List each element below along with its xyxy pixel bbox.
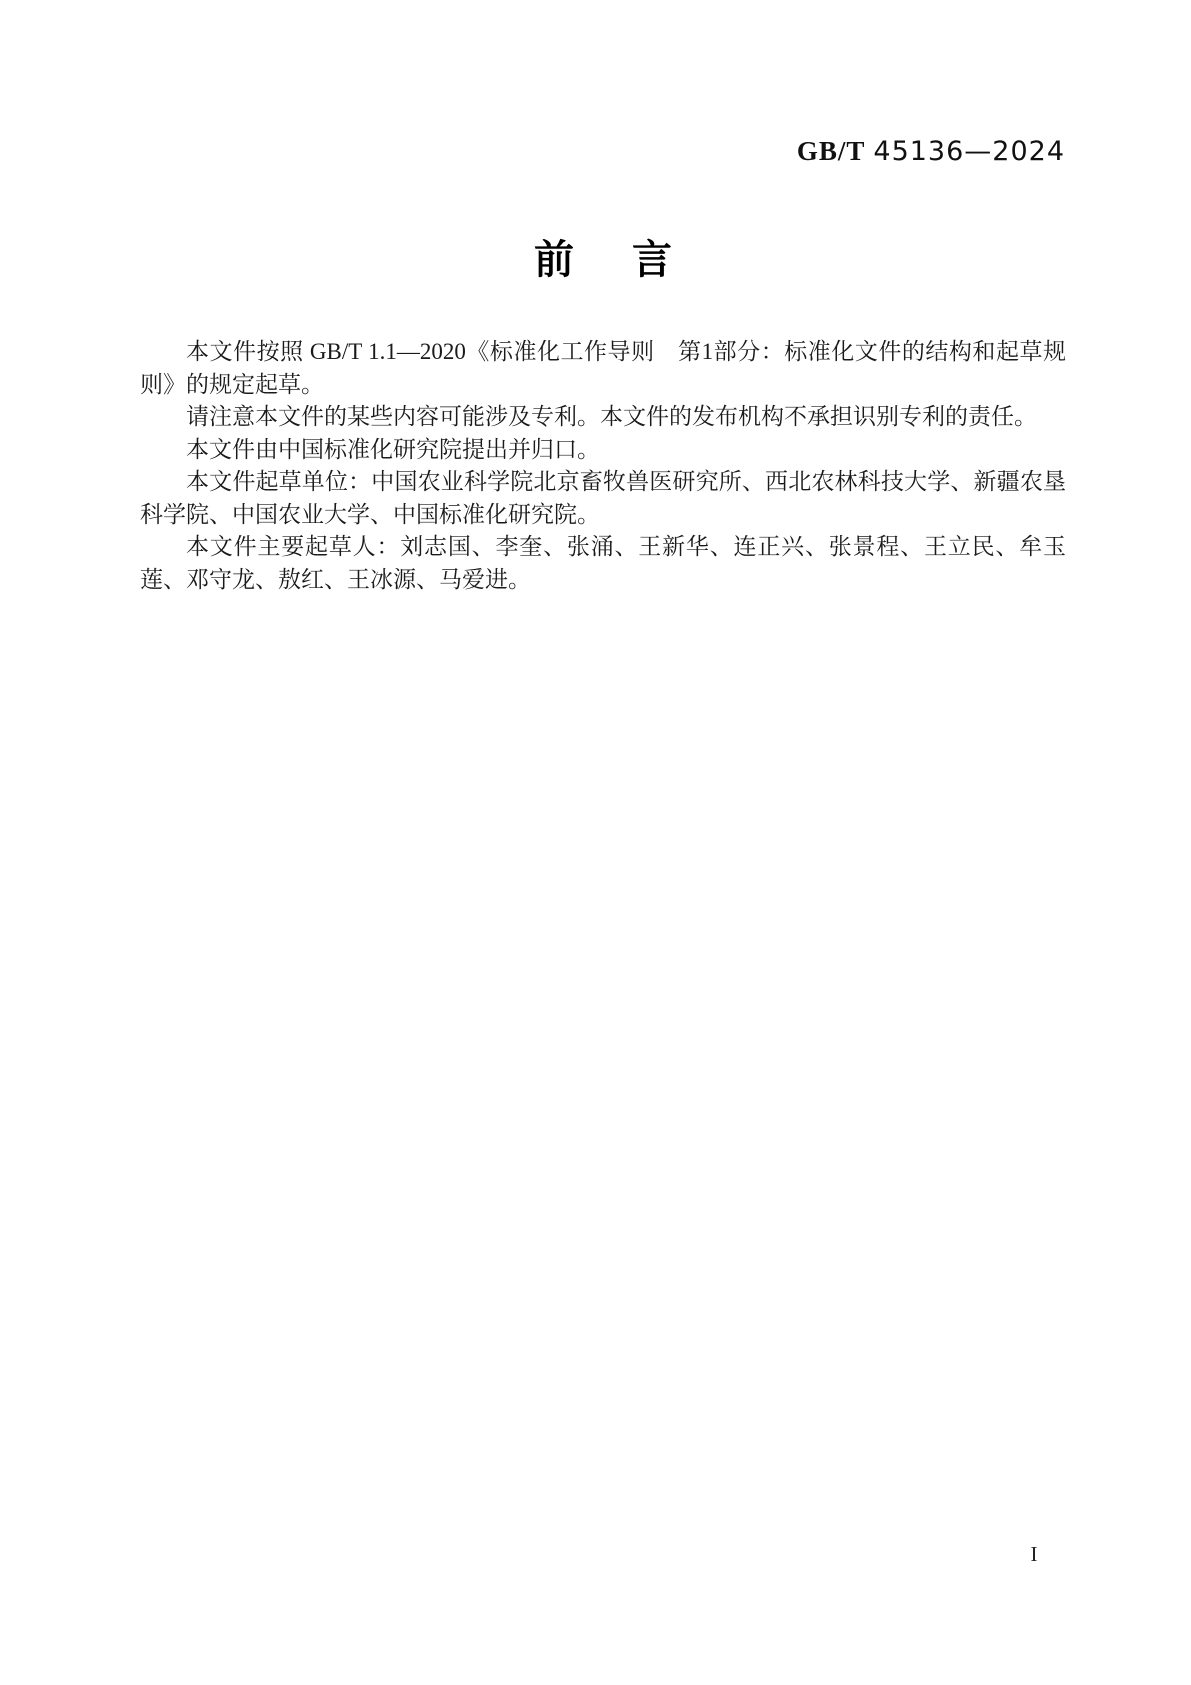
foreword-title [140,237,1066,283]
foreword-title-char-2: 言 [632,237,672,283]
foreword-paragraph-patent-notice: 请注意本文件的某些内容可能涉及专利。本文件的发布机构不承担识别专利的责任。 [186,404,1037,429]
foreword-body [140,336,1066,596]
foreword-paragraph-main-drafters: 本文件主要起草人：刘志国、李奎、张涌、王新华、连正兴、张景程、王立民、牟玉莲、邓守龙、敖红、王冰源、马爱进。 [140,534,1066,592]
standard-number: 45136—2024 [873,136,1065,167]
standard-code-header [797,136,1065,167]
standard-prefix: GB/T [796,136,866,166]
foreword-paragraph-drafting-basis: 本文件按照 GB/T 1.1—2020《标准化工作导则 第1部分：标准化文件的结构和起草规则》的规定起草。 [140,339,1066,397]
page-number: I [1030,1542,1038,1566]
foreword-paragraph-drafting-organizations: 本文件起草单位：中国农业科学院北京畜牧兽医研究所、西北农林科技大学、新疆农垦科学院、中国农业大学、中国标准化研究院。 [140,469,1066,527]
foreword-paragraph-proposing-body: 本文件由中国标准化研究院提出并归口。 [186,436,600,462]
foreword-title-char-1: 前 [534,237,574,283]
